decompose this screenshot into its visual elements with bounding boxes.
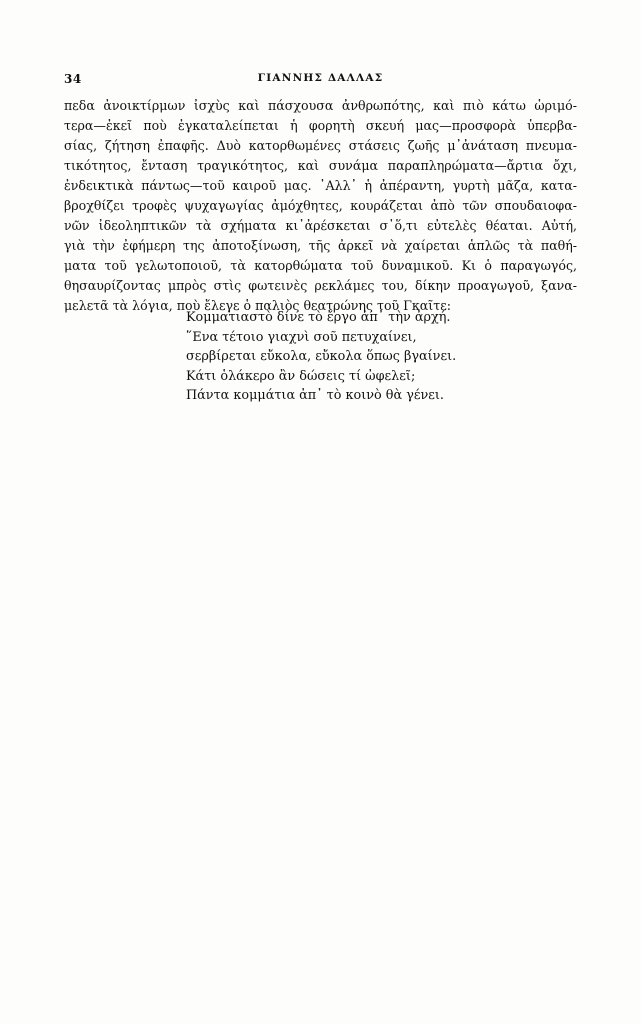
- page-number: 34: [64, 72, 82, 86]
- prose-line: ματα τοῦ γελωτοποιοῦ, τὰ κατορθώματα τοῦ δυναμικοῦ. Κι ὁ παραγωγός,: [64, 258, 577, 273]
- running-head: [64, 72, 577, 88]
- prose-line: πεδα ἀνοικτίρμων ἰσχὺς καὶ πάσχουσα ἀνθρωπότης, καὶ πιὸ κάτω ὡριμό-: [64, 98, 577, 113]
- poem-verse: σερβίρεται εὔκολα, εὔκολα ὅπως βγαίνει.: [186, 349, 457, 364]
- poem-verse: Κομματιαστὸ δίνε τὸ ἔργο ἀπ᾿ τὴν ἀρχή.: [186, 310, 451, 325]
- prose-line: νῶν ἰδεοληπτικῶν τὰ σχήματα κι᾿ἀρέσκεται σ᾿ὅ,τι εὐτελὲς θέαται. Αὐτή,: [64, 218, 577, 233]
- prose-line: βροχθίζει τροφὲς ψυχαγωγίας ἀμόχθητες, κουράζεται ἀπὸ τῶν σπουδαιοφα-: [64, 198, 577, 213]
- running-head-author: ΓΙΑΝΝΗΣ ΔΑΛΛΑΣ: [257, 72, 384, 84]
- prose-line: μελετᾶ τὰ λόγια, ποὺ ἔλεγε ὁ παλιὸς θεατρώνης τοῦ Γκαῖτε:: [64, 298, 451, 313]
- poem-verse: Πάντα κομμάτια ἀπ᾿ τὸ κοινὸ θὰ γένει.: [186, 388, 444, 403]
- prose-line: γιὰ τὴν ἐφήμερη της ἀποτοξίνωση, τῆς ἀρκεῖ νὰ χαίρεται ἁπλῶς τὰ παθή-: [64, 238, 577, 253]
- prose-line: σίας, ζήτηση ἐπαφῆς. Δυὸ κατορθωμένες στάσεις ζωῆς μ᾿ἀνάταση πνευμα-: [64, 138, 577, 153]
- poem-verse: Κάτι ὁλάκερο ἂν δώσεις τί ὠφελεῖ;: [186, 368, 416, 384]
- prose-line: θησαυρίζοντας μπρὸς στὶς φωτεινὲς ρεκλάμες του, δίκην προαγωγοῦ, ξανα-: [64, 278, 577, 293]
- prose-line: τερα—ἐκεῖ ποὺ ἐγκαταλείπεται ἡ φορητὴ σκευή μας—προσφορὰ ὑπερβα-: [64, 118, 577, 133]
- poem-quotation: [186, 308, 506, 406]
- prose-line: ἐνδεικτικὰ πάντως—τοῦ καιροῦ μας. ᾿Αλλ᾿ ἡ ἀπέραντη, γυρτὴ μᾶζα, κατα-: [64, 178, 577, 193]
- poem-verse: ῞Ενα τέτοιο γιαχνὶ σοῦ πετυχαίνει,: [186, 329, 417, 345]
- prose-line: τικότητος, ἔνταση τραγικότητος, καὶ συνάμα παραπληρώματα—ἄρτια ὄχι,: [64, 158, 577, 173]
- prose-paragraph: [64, 96, 577, 316]
